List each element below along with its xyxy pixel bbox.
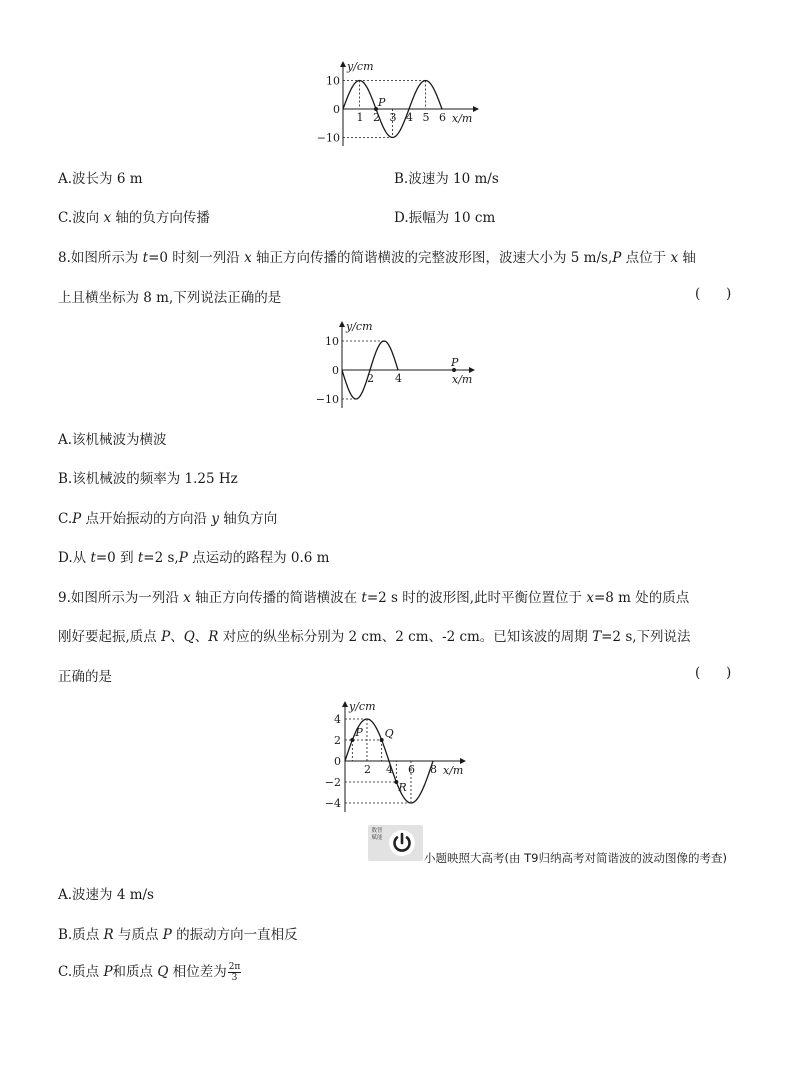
phase-fraction: $\frac{2\pi}{3}$	[228, 962, 241, 983]
q9-caption: 小题映照大高考(由 T9归纳高考对简谐波的波动图像的考查)	[424, 851, 727, 865]
q7-xtick-label: 3	[389, 111, 397, 124]
q7-ytick-label: 10	[326, 74, 340, 88]
q9-xtick-label: 2	[364, 763, 371, 776]
q8-option-c: C.P 点开始振动的方向沿 y 轴负方向	[58, 511, 278, 527]
q7-xtick-label: 6	[439, 111, 446, 124]
q9-stem-line1: 9.如图所示为一列沿 x 轴正方向传播的简谐横波在 t=2 s 时的波形图,此时平衡位置位于 x=8 m 处的质点	[58, 590, 690, 606]
q9-xtick-label: 6	[408, 763, 415, 776]
q8-wave-graph	[315, 318, 482, 410]
q9-xtick-label: 4	[386, 763, 393, 776]
q9-option-a: A.波速为 4 m/s	[58, 887, 154, 903]
q8-ytick-label: 0	[332, 364, 339, 377]
q9-point-label: Q	[384, 727, 394, 740]
q8-ytick-label: −10	[315, 393, 339, 406]
q7-xtick-label: 1	[356, 111, 364, 124]
q7-xtick-label: 4	[406, 111, 413, 124]
q8-xtick-label: 2	[367, 372, 374, 385]
q8-option-a: A.该机械波为横波	[58, 432, 167, 448]
q7-ytick-label: −10	[316, 131, 340, 145]
q9-answer-paren: ( )	[695, 665, 732, 681]
q7-wave-graph	[316, 58, 490, 150]
q9-xtick-label: 8	[430, 763, 437, 776]
q9-stem-line3: 正确的是	[58, 669, 112, 685]
q7-option-b: B.波速为 10 m/s	[394, 171, 499, 187]
q9-point-q	[380, 738, 384, 742]
q9-ytick-label: 4	[334, 713, 341, 726]
q9-ytick-label: −2	[324, 776, 341, 789]
q7-xlabel: x/m	[452, 112, 473, 125]
q7-point-p-label: P	[378, 96, 386, 109]
q8-ylabel: y/cm	[346, 320, 373, 333]
q8-xtick-label: 4	[395, 372, 402, 385]
q9-option-b: B.质点 R 与质点 P 的振动方向一直相反	[58, 927, 298, 943]
q7-option-d: D.振幅为 10 cm	[394, 210, 496, 226]
q8-xlabel: x/m	[452, 373, 473, 386]
q8-option-b: B.该机械波的频率为 1.25 Hz	[58, 471, 238, 487]
q7-ytick-label: 0	[333, 103, 340, 116]
q9-ytick-label: 2	[334, 734, 341, 747]
q9-ytick-label: 0	[334, 755, 341, 768]
q7-ylabel: y/cm	[347, 60, 374, 73]
power-icon	[387, 828, 417, 858]
smart-empower-logo	[368, 825, 423, 861]
logo-text: 数智赋能	[371, 828, 383, 841]
q9-ytick-label: −4	[324, 797, 341, 810]
q8-stem-line2: 上且横坐标为 8 m,下列说法正确的是	[58, 290, 282, 306]
q9-point-label: R	[398, 781, 407, 794]
q8-ytick-label: 10	[325, 335, 339, 348]
q9-point-p	[350, 738, 354, 742]
q9-wave-graph	[325, 698, 475, 816]
q8-answer-paren: ( )	[695, 286, 732, 302]
q8-stem-line1: 8.如图所示为 t=0 时刻一列沿 x 轴正方向传播的简谐横波的完整波形图，波速大小为 5 m/s,P 点位于 x 轴	[58, 250, 696, 266]
q9-point-label: P	[355, 726, 363, 739]
q8-point-p-label: P	[451, 356, 459, 369]
q9-xlabel: x/m	[443, 764, 464, 777]
q7-xtick-label: 5	[422, 111, 430, 124]
q7-xtick-label: 2	[373, 111, 380, 124]
q9-stem-line2: 刚好要起振,质点 P、Q、R 对应的纵坐标分别为 2 cm、2 cm、-2 cm。已知该波的周期 T=2 s,下列说法	[58, 629, 691, 645]
q7-option-a: A.波长为 6 m	[58, 171, 143, 187]
q9-option-c: C.质点 P和质点 Q 相位差为 $\frac{2\pi}{3}$	[58, 962, 241, 983]
q8-option-d: D.从 t=0 到 t=2 s,P 点运动的路程为 0.6 m	[58, 550, 330, 566]
q9-ylabel: y/cm	[349, 700, 376, 713]
q7-option-c: C.波向 x 轴的负方向传播	[58, 210, 210, 226]
